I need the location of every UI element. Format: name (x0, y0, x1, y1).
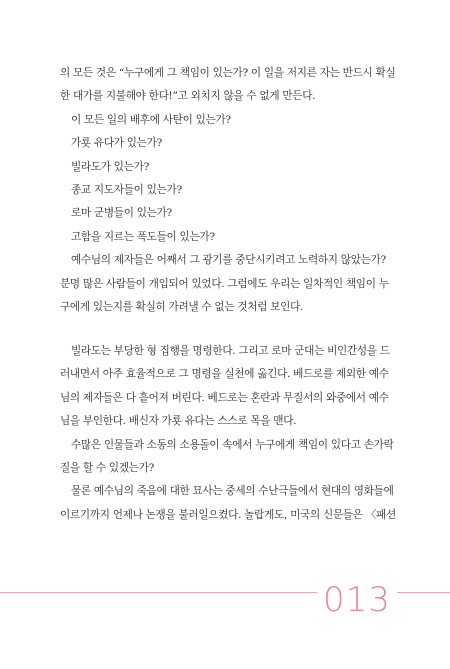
body-text-block-2 (60, 340, 400, 527)
text-line: 종교 지도자들이 있는가? (71, 183, 182, 196)
text-line: 러내면서 아주 효율적으로 그 명령을 실천에 옮긴다. 베드로를 제외한 예수 (60, 368, 389, 381)
text-line: 구에게 있는지를 확실히 가려낼 수 없는 것처럼 보인다. (60, 300, 304, 313)
text-line: 로마 군병들이 있는가? (71, 207, 172, 220)
text-line: 한 대가를 지불해야 한다!”고 외치지 않을 수 없게 만든다. (60, 90, 316, 103)
text-line: 이르기까지 언제나 논쟁을 불러일으켰다. 놀랍게도, 미국의 신문들은 〈패션 (60, 508, 396, 521)
text-line: 물론 예수님의 죽음에 대한 묘사는 중세의 수난극들에서 현대의 영화들에 (71, 485, 394, 498)
text-line: 이 모든 일의 배후에 사탄이 있는가? (71, 113, 231, 126)
text-line: 빌라도는 부당한 형 집행을 명령한다. 그리고 로마 군대는 비인간성을 드 (71, 345, 390, 357)
page-number: 013 (317, 580, 397, 620)
text-line: 분명 많은 사람들이 개입되어 있었다. 그럼에도 우리는 일차적인 책임이 누 (60, 277, 389, 290)
text-line: 고함을 지르는 폭도들이 있는가? (71, 230, 215, 243)
text-line: 예수님의 제자들은 어째서 그 광기를 중단시키려고 노력하지 않았는가? (71, 254, 386, 267)
text-line: 님의 제자들은 다 흩어져 버린다. 베드로는 혼란과 무질서의 와중에서 예수 (60, 391, 389, 404)
text-line: 빌라도가 있는가? (71, 160, 149, 173)
text-line: 수많은 인물들과 소동의 소용돌이 속에서 누구에게 책임이 있다고 손가락 (71, 438, 394, 451)
text-line: 질을 할 수 있겠는가? (60, 461, 155, 474)
text-line: 님을 부인한다. 배신자 가룟 유다는 스스로 목을 맨다. (60, 415, 297, 428)
text-line: 의 모든 것은 “누구에게 그 책임이 있는가? 이 일을 저지른 자는 반드시 확실 (60, 67, 396, 79)
body-text-block-1 (60, 62, 400, 319)
text-line: 가룟 유다가 있는가? (71, 137, 162, 150)
